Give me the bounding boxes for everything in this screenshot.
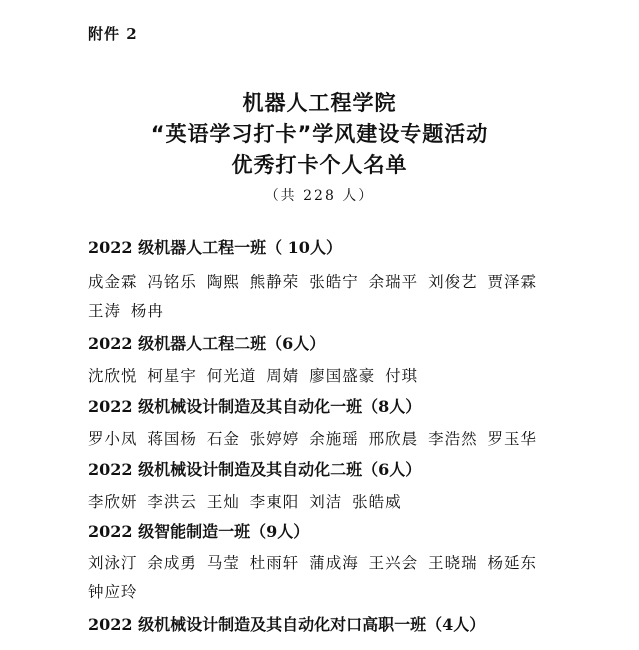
class-names: 罗小凤 蒋国杨 石金 张婷婷 余施瑶 邢欣晨 李浩然 罗玉华 [88, 430, 537, 448]
class-heading: 2022 级机械设计制造及其自动化二班（6人） [88, 460, 422, 479]
class-heading: 2022 级机器人工程二班（6人） [88, 334, 326, 353]
title-block [0, 88, 639, 207]
total-count: （共 228 人） [264, 188, 375, 204]
class-names: 李欣妍 李洪云 王灿 李東阳 刘洁 张皓威 [88, 493, 402, 511]
class-names: 刘泳汀 余成勇 马莹 杜雨轩 蒲成海 王兴会 王晓瑞 杨延东 钟应玲 [88, 554, 537, 601]
class-heading: 2022 级机械设计制造及其自动化对口高职一班（4人） [88, 615, 486, 634]
class-names: 成金霖 冯铭乐 陶熙 熊静荣 张皓宁 余瑞平 刘俊艺 贾泽霖 王涛 杨冉 [88, 273, 537, 320]
class-names: 沈欣悦 柯星宇 何光道 周婧 廖国盛豪 付琪 [88, 367, 419, 385]
college-title: 机器人工程学院 [242, 91, 397, 115]
class-heading: 2022 级机械设计制造及其自动化一班（8人） [88, 397, 422, 416]
class-heading: 2022 级机器人工程一班（ 10人） [88, 238, 342, 257]
attachment-label: 附件 2 [88, 25, 138, 43]
activity-title: “英语学习打卡”学风建设专题活动 [150, 122, 489, 146]
class-heading: 2022 级智能制造一班（9人） [88, 522, 310, 541]
list-title: 优秀打卡个人名单 [231, 153, 408, 177]
